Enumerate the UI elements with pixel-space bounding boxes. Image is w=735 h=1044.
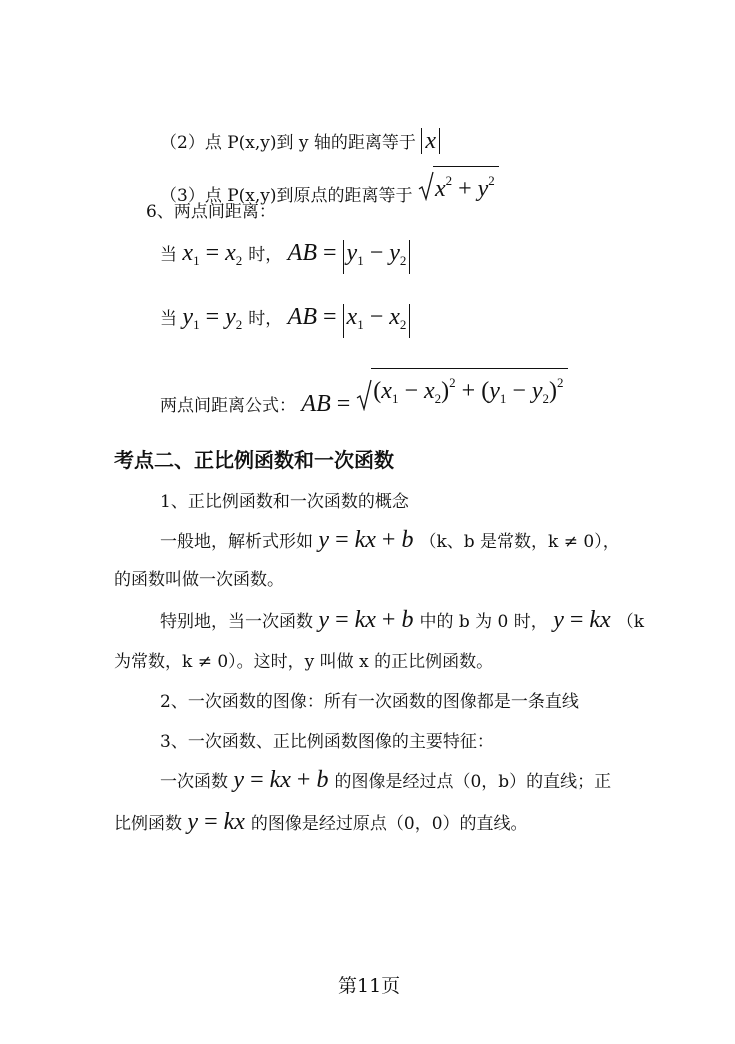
label-when: 当 — [160, 245, 177, 265]
plus-sign: + — [296, 767, 311, 793]
formula-label: 两点间距离公式： — [160, 396, 296, 416]
var: y — [389, 240, 400, 266]
var-kx: kx — [589, 607, 611, 633]
var-y: y — [553, 607, 564, 633]
eq-linear — [318, 527, 419, 553]
var: y — [182, 304, 194, 330]
var-b: b — [316, 767, 329, 793]
subscript: 2 — [399, 253, 407, 268]
subscript: 1 — [193, 253, 200, 268]
var-kx: kx — [354, 607, 376, 633]
abs-value — [343, 304, 411, 338]
minus-sign: − — [404, 378, 418, 404]
var: x — [423, 378, 435, 404]
var-kx: kx — [354, 527, 376, 553]
var-ab: AB — [287, 240, 317, 266]
section-heading: 考点二、正比例函数和一次函数 — [114, 448, 394, 472]
subscript: 1 — [499, 391, 507, 406]
abs-value — [343, 240, 411, 274]
label-when: 当 — [160, 309, 177, 329]
var-b: b — [401, 527, 414, 553]
text-segment: 的图像是经过原点（0，0）的直线。 — [250, 814, 528, 834]
var: y — [531, 378, 543, 404]
subscript: 1 — [357, 253, 364, 268]
subscript: 1 — [391, 391, 399, 406]
linear-definition-line1 — [160, 528, 620, 554]
minus-sign: − — [369, 240, 384, 266]
eq-linear — [233, 767, 334, 793]
var-y: y — [477, 176, 489, 202]
var-x: x — [434, 176, 446, 202]
math-case-x — [182, 240, 248, 266]
equals-sign: = — [205, 240, 220, 266]
plus-sign: + — [461, 378, 476, 404]
subscript: 2 — [434, 391, 442, 406]
math-ab-abs — [288, 240, 411, 266]
minus-sign: − — [369, 304, 384, 330]
case-x-equal — [160, 240, 410, 274]
two-points-distance-title: 6、两点间距离： — [146, 202, 276, 222]
var-y: y — [187, 809, 199, 835]
var-kx: kx — [269, 767, 291, 793]
plus-sign: + — [458, 176, 472, 202]
var-ab: AB — [301, 391, 331, 417]
text-segment: 的图像是经过点（0，b）的直线；正 — [334, 772, 612, 792]
minus-sign: − — [512, 378, 526, 404]
exponent: 2 — [488, 173, 495, 188]
subscript: 2 — [235, 317, 243, 332]
math-case-y — [182, 304, 248, 330]
text-segment: 一般地，解析式形如 — [160, 532, 313, 552]
direct-definition-line2: 为常数，k ≠ 0）。这时，y 叫做 x 的正比例函数。 — [114, 652, 494, 672]
label-time: 时， — [248, 309, 283, 329]
eq-linear — [318, 607, 419, 633]
subscript: 1 — [193, 317, 200, 332]
var: y — [225, 304, 236, 330]
equals-sign: = — [335, 607, 349, 633]
radical-sign-icon — [418, 171, 434, 201]
concept-title: 1、正比例函数和一次函数的概念 — [160, 492, 409, 512]
equals-sign: = — [335, 527, 349, 553]
sqrt-x2-y2 — [418, 166, 499, 201]
text-segment: 一次函数 — [160, 772, 228, 792]
text-segment: （k — [616, 612, 645, 632]
item-text: （2）点 P(x,y)到 y 轴的距离等于 — [160, 133, 416, 153]
text-segment: 比例函数 — [114, 814, 182, 834]
var-y: y — [318, 527, 330, 553]
var: y — [489, 378, 500, 404]
equals-sign: = — [250, 767, 264, 793]
plus-sign: + — [381, 527, 396, 553]
feature-line1 — [160, 768, 611, 794]
item-text: （3）点 P(x,y)到原点的距离等于 — [160, 186, 413, 206]
equals-sign: = — [204, 809, 218, 835]
radicand — [433, 166, 499, 201]
var: x — [182, 240, 194, 266]
var-y: y — [233, 767, 245, 793]
equals-sign: = — [569, 607, 584, 633]
exponent: 2 — [449, 375, 456, 390]
text-segment: （k、b 是常数，k ≠ 0）， — [419, 532, 620, 552]
plus-sign: + — [381, 607, 396, 633]
graph-item: 2、一次函数的图像：所有一次函数的图像都是一条直线 — [160, 692, 579, 712]
var: x — [381, 378, 392, 404]
page-number: 第11页 — [338, 975, 401, 997]
equals-sign: = — [205, 304, 220, 330]
var: x — [346, 304, 358, 330]
linear-definition-line2: 的函数叫做一次函数。 — [114, 570, 284, 590]
equals-sign: = — [336, 391, 351, 417]
feature-line2 — [114, 810, 528, 836]
var-x: x — [425, 128, 436, 154]
feature-title: 3、一次函数、正比例函数图像的主要特征： — [160, 732, 494, 752]
subscript: 2 — [399, 317, 407, 332]
var-ab: AB — [287, 304, 317, 330]
exponent: 2 — [557, 375, 564, 390]
var: x — [225, 240, 236, 266]
var-kx: kx — [223, 809, 245, 835]
var-y: y — [318, 607, 330, 633]
item-distance-to-y-axis — [160, 128, 440, 155]
radical-sign-icon — [356, 379, 372, 411]
subscript: 2 — [542, 391, 550, 406]
direct-definition-line1 — [160, 608, 644, 634]
subscript: 1 — [357, 317, 364, 332]
sqrt-formula — [356, 368, 567, 411]
equals-sign: = — [323, 240, 337, 266]
var: x — [389, 304, 400, 330]
distance-formula — [160, 368, 568, 418]
equals-sign: = — [323, 304, 337, 330]
label-time: 时， — [248, 245, 283, 265]
eq-direct — [553, 607, 617, 633]
formula-math — [301, 391, 356, 417]
var: y — [346, 240, 358, 266]
math-ab-abs — [288, 304, 411, 330]
var-b: b — [401, 607, 414, 633]
radicand: $(x_1 - x_2)^2 + (y_1 - y_2)^2$ — [371, 368, 567, 411]
text-segment: 中的 b 为 0 时， — [419, 612, 548, 632]
eq-direct — [187, 809, 251, 835]
text-segment: 特别地，当一次函数 — [160, 612, 313, 632]
subscript: 2 — [235, 253, 243, 268]
abs-x-math — [421, 128, 440, 154]
exponent: 2 — [445, 173, 453, 188]
case-y-equal — [160, 304, 410, 338]
